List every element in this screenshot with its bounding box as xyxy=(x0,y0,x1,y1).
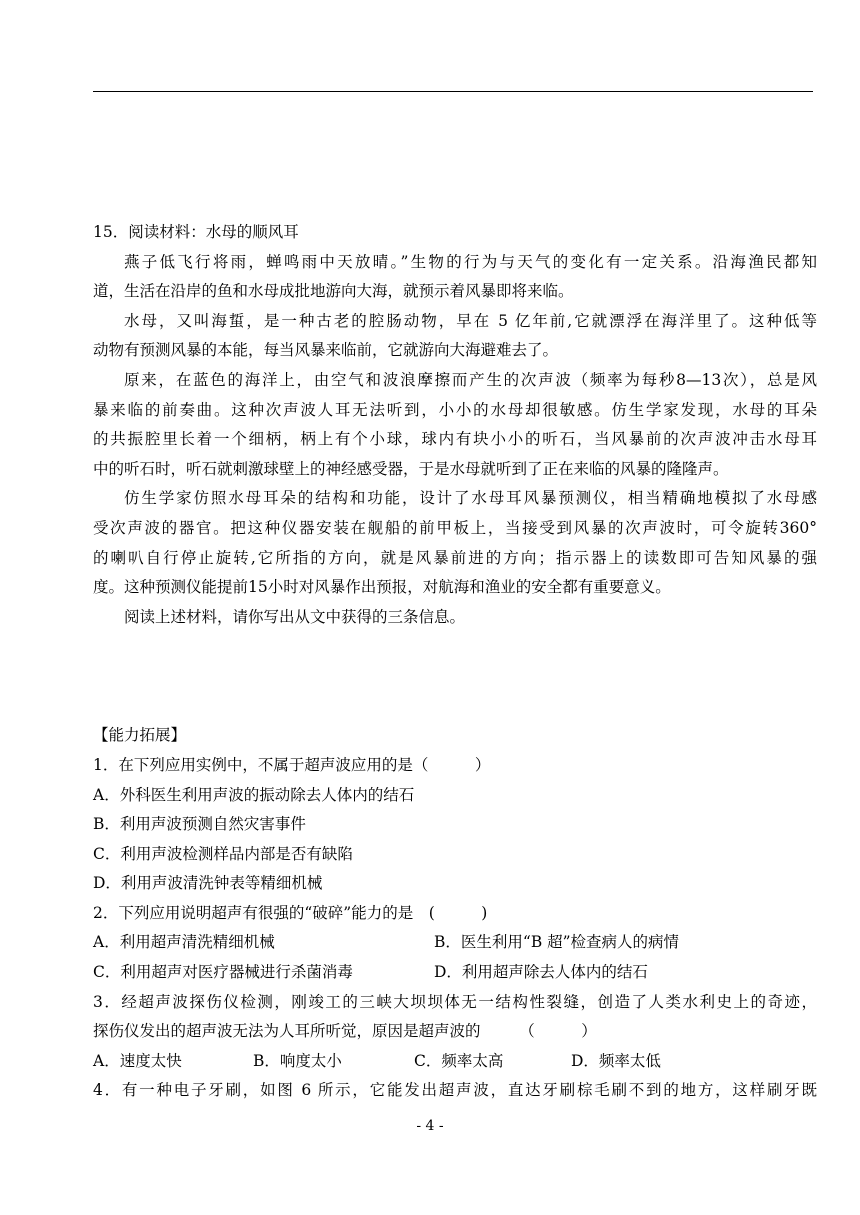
q3-option-c: C．频率太高 xyxy=(414,1051,504,1070)
q2-options-row xyxy=(93,958,817,988)
q1-option-d: D．利用声波清洗钟表等精细机械 xyxy=(93,874,323,893)
q15-paragraph-line: 暴来临的前奏曲。这种次声波人耳无法听到，小小的水母却很敏感。仿生学家发现，水母的耳朵 xyxy=(93,400,817,419)
q15-paragraph-line: 动物有预测风暴的本能，每当风暴来临前，它就游向大海避难去了。 xyxy=(93,341,559,360)
q3-option-d: D．频率太低 xyxy=(571,1051,661,1070)
q1-option-a: A．外科医生利用声波的振动除去人体内的结石 xyxy=(93,785,415,804)
q1-option-b: B．利用声波预测自然灾害事件 xyxy=(93,815,306,834)
q1-option-c: C．利用声波检测样品内部是否有缺陷 xyxy=(93,844,353,863)
q15-paragraph-line: 的喇叭自行停止旋转,它所指的方向，就是风暴前进的方向；指示器上的读数即可告知风暴的强 xyxy=(93,548,817,567)
q4-stem-line: 4．有一种电子牙刷，如图 6 所示，它能发出超声波，直达牙刷棕毛刷不到的地方，这样刷牙既 xyxy=(93,1081,817,1100)
q15-paragraph-line: 受次声波的器官。把这种仪器安装在舰船的前甲板上，当接受到风暴的次声波时，可令旋转360° xyxy=(93,518,817,537)
q2-option-d: D．利用超声除去人体内的结石 xyxy=(434,963,648,982)
section-heading: 【能力拓展】 xyxy=(93,726,187,745)
q15-paragraph-line: 原来，在蓝色的海洋上，由空气和波浪摩擦而产生的次声波（频率为每秒8—13次），总是风 xyxy=(124,370,817,389)
q2-option-b: B．医生利用“B 超”检查病人的病情 xyxy=(434,933,680,952)
q15-prompt: 阅读上述材料，请你写出从文中获得的三条信息。 xyxy=(124,607,466,626)
q15-title: 15．阅读材料：水母的顺风耳 xyxy=(93,223,299,241)
q15-paragraph-line: 燕子低飞行将雨，蝉鸣雨中天放晴。”生物的行为与天气的变化有一定关系。沿海渔民都知 xyxy=(124,252,817,271)
q3-stem-line: 3．经超声波探伤仪检测，刚竣工的三峡大坝坝体无一结构性裂缝，创造了人类水利史上的奇迹， xyxy=(93,992,817,1011)
q15-paragraph-line: 的共振腔里长着一个细柄，柄上有个小球，球内有块小小的听石，当风暴前的次声波冲击水母耳 xyxy=(93,430,817,449)
q15-paragraph-line: 中的听石时，听石就刺激球壁上的神经感受器，于是水母就听到了正在来临的风暴的隆隆声。 xyxy=(93,459,729,478)
q3-stem-line: 探伤仪发出的超声波无法为人耳所听觉，原因是超声波的 （ ） xyxy=(93,1022,597,1041)
q1-stem: 1．在下列应用实例中，不属于超声波应用的是（ ） xyxy=(93,755,491,774)
page-number: - 4 - xyxy=(416,1118,444,1134)
q15-paragraph-line: 道，生活在沿岸的鱼和水母成批地游向大海，就预示着风暴即将来临。 xyxy=(93,282,574,301)
q2-stem: 2．下列应用说明超声有很强的“破碎”能力的是 ( ) xyxy=(93,903,488,922)
header-rule xyxy=(93,91,813,92)
q3-option-a: A．速度太快 xyxy=(93,1051,182,1070)
q2-option-a: A．利用超声清洗精细机械 xyxy=(93,933,275,952)
q15-paragraph-line: 仿生学家仿照水母耳朵的结构和功能，设计了水母耳风暴预测仪，相当精确地模拟了水母感 xyxy=(124,489,817,508)
q3-options-row xyxy=(93,1047,817,1077)
q3-option-b: B．响度太小 xyxy=(253,1051,342,1070)
q2-option-c: C．利用超声对医疗器械进行杀菌消毒 xyxy=(93,963,353,982)
page-content xyxy=(93,218,817,1106)
q15-paragraph-line: 水母，又叫海蜇，是一种古老的腔肠动物，早在 5 亿年前,它就漂浮在海洋里了。这种低等 xyxy=(124,311,817,330)
answer-space xyxy=(93,632,817,721)
q2-options-row xyxy=(93,928,817,958)
q15-paragraph-line: 度。这种预测仪能提前15小时对风暴作出预报，对航海和渔业的安全都有重要意义。 xyxy=(93,578,671,597)
